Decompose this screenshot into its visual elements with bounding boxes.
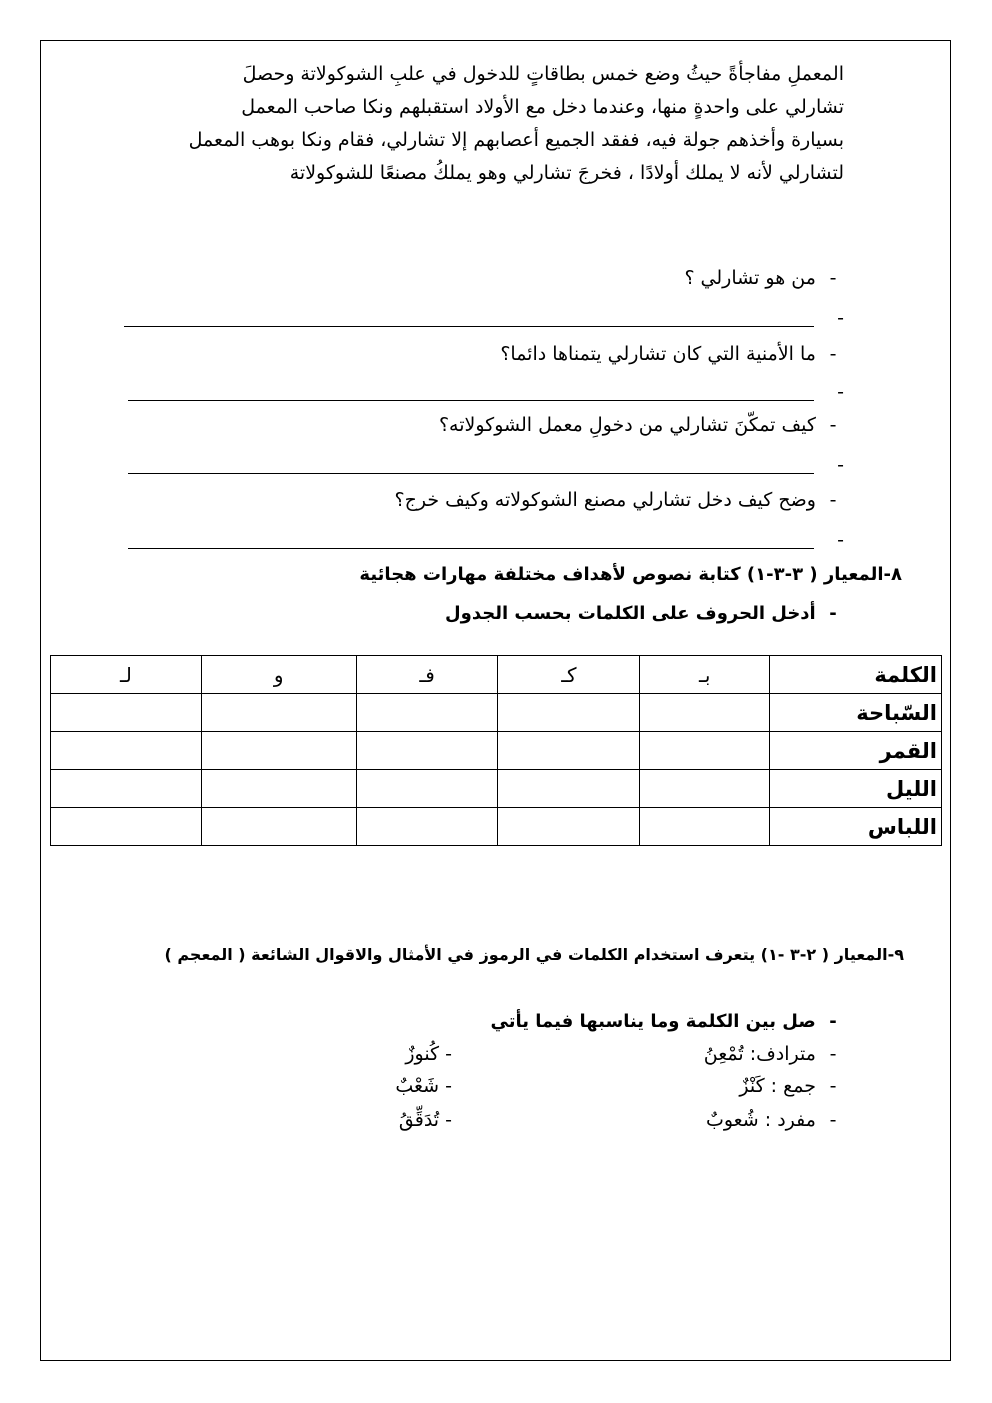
- table-header: كـ: [498, 656, 640, 694]
- table-cell[interactable]: [201, 770, 356, 808]
- answer-line-4[interactable]: -: [128, 528, 844, 552]
- table-cell[interactable]: [201, 732, 356, 770]
- passage-line: لتشارلي لأنه لا يملك أولادًا ، فخرجَ تشارلي وهو يملكُ مصنعًا للشوكولاتة: [289, 162, 844, 184]
- table-header: فـ: [356, 656, 498, 694]
- table-header: بـ: [640, 656, 770, 694]
- table-cell[interactable]: [356, 732, 498, 770]
- table-header: الكلمة: [770, 656, 942, 694]
- table-cell[interactable]: [201, 808, 356, 846]
- table-cell[interactable]: [640, 808, 770, 846]
- story-passage: [60, 58, 844, 190]
- passage-line: المعملِ مفاجأةً حيثُ وضع خمس بطاقاتٍ للدخول في علبِ الشوكولاتة وحصلَ: [242, 63, 844, 85]
- table-header-row: [51, 656, 942, 694]
- question-2: - ما الأمنية التي كان تشارلي يتمناها دائما؟: [500, 343, 837, 365]
- question-3: - كيف تمكّنَ تشارلي من دخولِ معمل الشوكولاته؟: [438, 414, 837, 436]
- table-cell[interactable]: [51, 770, 202, 808]
- section-8-title: ٨-المعيار ( ٣-٣-١) كتابة نصوص لأهداف مختلفة مهارات هجائية: [359, 564, 902, 585]
- table-cell[interactable]: [498, 770, 640, 808]
- table-cell[interactable]: [498, 808, 640, 846]
- table-cell[interactable]: [640, 694, 770, 732]
- passage-line: بسيارة وأخذهم جولة فيه، ففقد الجميع أعصابهم إلا تشارلي، فقام ونكا بوهب المعمل: [188, 129, 844, 151]
- table-word: الليل: [770, 770, 942, 808]
- table-cell[interactable]: [201, 694, 356, 732]
- table-header: و: [201, 656, 356, 694]
- table-row: [51, 732, 942, 770]
- question-text: كيف تمكّنَ تشارلي من دخولِ معمل الشوكولاته؟: [438, 414, 816, 436]
- match-right-2: - شَعْبٌ: [395, 1075, 452, 1097]
- match-left-3: - مفرد : شُعوبٌ: [705, 1109, 837, 1131]
- table-row: [51, 808, 942, 846]
- question-text: ما الأمنية التي كان تشارلي يتمناها دائما؟: [500, 343, 816, 365]
- match-left-1: - مترادف: تُمْعِنُ: [703, 1043, 837, 1065]
- table-cell[interactable]: [498, 732, 640, 770]
- table-header: لـ: [51, 656, 202, 694]
- table-cell[interactable]: [356, 694, 498, 732]
- question-text: من هو تشارلي ؟: [684, 267, 816, 289]
- table-row: [51, 694, 942, 732]
- table-word: القمر: [770, 732, 942, 770]
- table-word: السّباحة: [770, 694, 942, 732]
- table-cell[interactable]: [51, 694, 202, 732]
- match-right-1: - كُنوزٌ: [405, 1043, 452, 1065]
- table-row: [51, 770, 942, 808]
- answer-line-1[interactable]: -: [124, 306, 844, 330]
- answer-line-3[interactable]: -: [128, 453, 844, 477]
- section-9-title: ٩-المعيار ( ٢-٣ -١) يتعرف استخدام الكلمات في الرموز في الأمثال والاقوال الشائعة ( المعجم ): [164, 945, 904, 964]
- table-cell[interactable]: [51, 732, 202, 770]
- table-cell[interactable]: [640, 732, 770, 770]
- question-text: وضح كيف دخل تشارلي مصنع الشوكولاته وكيف خرج؟: [394, 489, 816, 511]
- match-left-2: - جمع : كَنْزٌ: [739, 1075, 837, 1097]
- table-cell[interactable]: [356, 770, 498, 808]
- answer-line-2[interactable]: -: [128, 380, 844, 404]
- section-9-instruction: - صل بين الكلمة وما يناسبها فيما يأتي: [490, 1011, 837, 1032]
- table-cell[interactable]: [356, 808, 498, 846]
- letters-table: [50, 655, 942, 846]
- match-right-3: - تُدَقِّقُ: [398, 1109, 452, 1131]
- passage-line: تشارلي على واحدةٍ منها، وعندما دخل مع الأولاد استقبلهم ونكا صاحب المعمل: [241, 96, 844, 118]
- table-cell[interactable]: [498, 694, 640, 732]
- question-1: - من هو تشارلي ؟: [684, 267, 837, 289]
- table-cell[interactable]: [51, 808, 202, 846]
- table-cell[interactable]: [640, 770, 770, 808]
- question-4: - وضح كيف دخل تشارلي مصنع الشوكولاته وكيف خرج؟: [394, 489, 837, 511]
- section-8-instruction: - أدخل الحروف على الكلمات بحسب الجدول: [445, 603, 837, 624]
- table-word: اللباس: [770, 808, 942, 846]
